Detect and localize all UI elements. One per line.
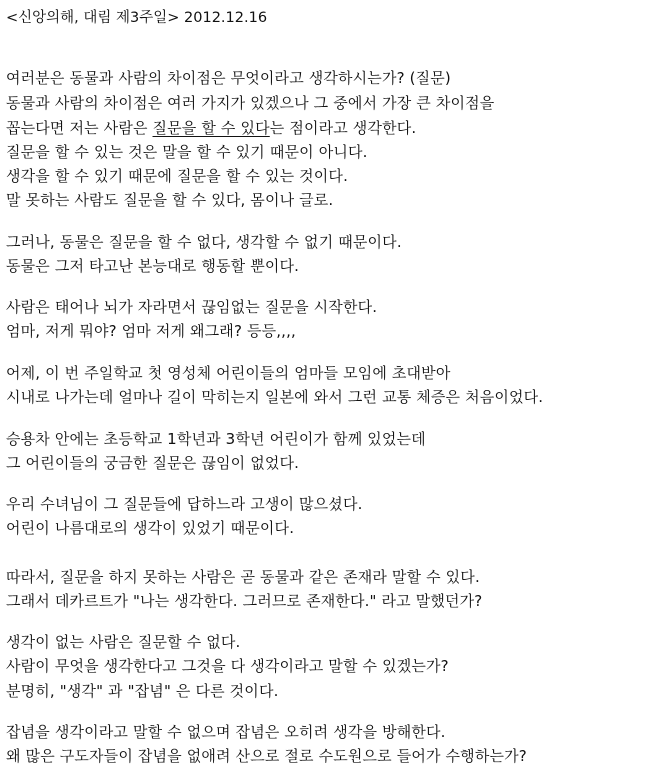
text-line: 사람은 태어나 뇌가 자라면서 끊임없는 질문을 시작한다. (6, 298, 378, 316)
text-line: 질문을 할 수 있는 것은 말을 할 수 있기 때문이 아니다. (6, 143, 368, 161)
text-line: 사람이 무엇을 생각한다고 그것을 다 생각이라고 말할 수 있겠는가? (6, 657, 449, 675)
text-line: 그래서 데카르트가 "나는 생각한다. 그러므로 존재한다." 라고 말했던가? (6, 592, 483, 610)
text-line: 동물과 사람의 차이점은 여러 가지가 있겠으나 그 중에서 가장 큰 차이점을 (6, 94, 495, 112)
text-segment: 꼽는다면 저는 사람은 (6, 119, 153, 137)
text-line: 우리 수녀님이 그 질문들에 답하느라 고생이 많으셨다. (6, 495, 363, 513)
text-line: 시내로 나가는데 얼마나 길이 막히는지 일본에 와서 그런 교통 체증은 처음이었다. (6, 388, 544, 406)
text-line: 여러분은 동물과 사람의 차이점은 무엇이라고 생각하시는가? (질문) (6, 69, 451, 87)
text-line: 분명히, "생각" 과 "잡념" 은 다른 것이다. (6, 682, 279, 700)
text-line: 동물은 그저 타고난 본능대로 행동할 뿐이다. (6, 257, 300, 275)
text-line: 잡념을 생각이라고 말할 수 없으며 잡념은 오히려 생각을 방해한다. (6, 723, 446, 741)
text-segment: 는 점이라고 생각한다. (269, 119, 417, 137)
text-line: 따라서, 질문을 하지 못하는 사람은 곧 동물과 같은 존재라 말할 수 있다. (6, 568, 480, 586)
text-line: 어제, 이 번 주일학교 첫 영성체 어린이들의 엄마들 모임에 초대받아 (6, 364, 451, 382)
text-line: 어린이 나름대로의 생각이 있었기 때문이다. (6, 519, 295, 537)
text-line: 왜 많은 구도자들이 잡념을 없애려 산으로 절로 수도원으로 들어가 수행하는가? (6, 747, 527, 765)
text-line: 생각을 할 수 있기 때문에 질문을 할 수 있는 것이다. (6, 167, 348, 185)
text-line-underlined (6, 118, 416, 138)
text-line: 그러나, 동물은 질문을 할 수 없다, 생각할 수 없기 때문이다. (6, 233, 402, 251)
text-line: 엄마, 저게 뭐야? 엄마 저게 왜그래? 등등,,,, (6, 322, 296, 340)
text-line: 그 어린이들의 궁금한 질문은 끊임이 없었다. (6, 454, 300, 472)
text-line: 승용차 안에는 초등학교 1학년과 3학년 어린이가 함께 있었는데 (6, 430, 426, 448)
text-line: 말 못하는 사람도 질문을 할 수 있다, 몸이나 글로. (6, 191, 334, 209)
underlined-phrase: 질문을 할 수 있다 (152, 119, 270, 137)
text-line: 생각이 없는 사람은 질문할 수 없다. (6, 633, 241, 651)
page-title: <신앙의해, 대림 제3주일> 2012.12.16 (6, 10, 268, 26)
